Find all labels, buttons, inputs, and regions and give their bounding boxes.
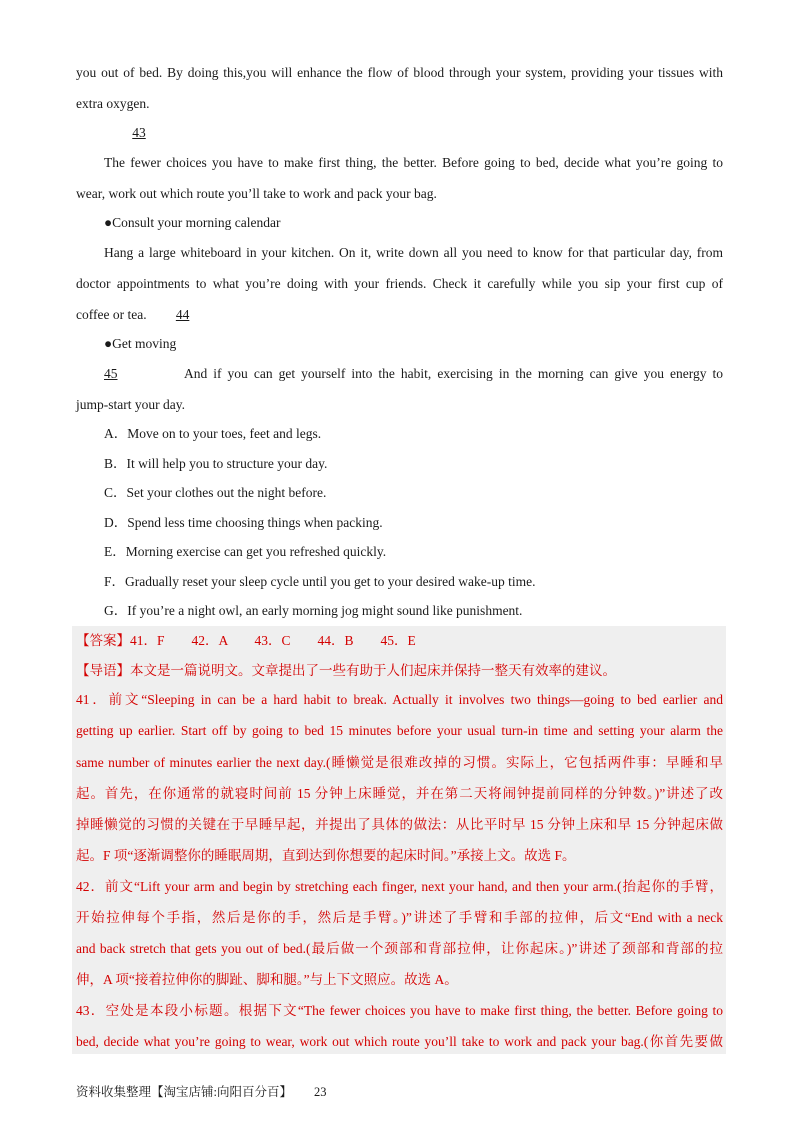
explanation-42-line: 伸，A 项“接着拉伸你的脚趾、脚和腿。”与上下文照应。故选 A。 <box>76 972 458 987</box>
explanation-43-line: 43．空处是本段小标题。根据下文“The fewer choices you have to make first thing, the better. Before going to <box>76 1003 723 1018</box>
guide-text: 【导语】本文是一篇说明文。文章提出了一些有助于人们起床并保持一整天有效率的建议。 <box>76 663 616 678</box>
option-d: D．Spend less time choosing things when packing. <box>104 515 383 530</box>
explanation-43-line: bed, decide what you’re going to wear, work out which route you’ll take to work and pack your bag.(你首先要做 <box>76 1034 723 1049</box>
explanation-41-line: getting up earlier. Start off by going to bed 15 minutes before your usual turn-in time and setting your alarm the <box>76 723 723 738</box>
passage-line-with-blank <box>104 365 723 383</box>
subheading-calendar: ●Consult your morning calendar <box>104 215 281 230</box>
explanation-42-line: and back stretch that gets you out of bed.(最后做一个颈部和背部拉伸，让你起床。)”讲述了颈部和背部的拉 <box>76 941 723 956</box>
blank-44: 44 <box>175 307 190 322</box>
passage-line: doctor appointments to what you’re doing with your friends. Check it carefully while you sip your first cup of <box>76 276 723 291</box>
option-a: A．Move on to your toes, feet and legs. <box>104 426 322 441</box>
option-c: C．Set your clothes out the night before. <box>104 485 327 500</box>
explanation-41-line: 起。F 项“逐渐调整你的睡眠周期，直到达到你想要的起床时间。”承接上文。故选 F。 <box>76 848 576 863</box>
blank-45: 45 <box>104 366 118 381</box>
subheading-moving: ●Get moving <box>104 336 177 351</box>
blank-number: 43 <box>132 125 146 140</box>
explanation-42-line: 42．前文“Lift your arm and begin by stretching each finger, next your hand, and then your arm.(抬起你的手臂， <box>76 879 723 894</box>
footer-source: 资料收集整理【淘宝店铺:向阳百分百】 <box>76 1085 292 1099</box>
option-e: E．Morning exercise can get you refreshed quickly. <box>104 544 387 559</box>
option-g: G．If you’re a night owl, an early morning jog might sound like punishment. <box>104 603 523 618</box>
explanation-41-line: 41．前文“Sleeping in can be a hard habit to break. Actually it involves two things—going to bed earlier and <box>76 692 723 707</box>
explanation-41-line: 掉睡懒觉的习惯的关键在于早睡早起，并提出了具体的做法：从比平时早 15 分钟上床和早 15 分钟起床做 <box>76 817 723 832</box>
option-b: B．It will help you to structure your day. <box>104 456 328 471</box>
passage-line-with-blank <box>76 306 219 324</box>
passage-line: extra oxygen. <box>76 96 150 111</box>
passage-text: And if you can get yourself into the habit, exercising in the morning can give you energy to <box>184 366 723 381</box>
passage-line: you out of bed. By doing this,you will enhance the flow of blood through your system, providing your tissues with <box>76 65 723 80</box>
explanation-41-line: same number of minutes earlier the next day.(睡懒觉是很难改掉的习惯。实际上，它包括两件事：早睡和早 <box>76 755 723 770</box>
passage-text: coffee or tea. <box>76 307 147 322</box>
passage-line: jump-start your day. <box>76 397 185 412</box>
passage-line: wear, work out which route you’ll take to work and pack your bag. <box>76 186 437 201</box>
option-f: F．Gradually reset your sleep cycle until you get to your desired wake-up time. <box>104 574 536 589</box>
page-footer <box>76 1084 326 1100</box>
explanation-42-line: 开始拉伸每个手指，然后是你的手，然后是手臂。)”讲述了手臂和手部的拉伸，后文“End with a neck <box>76 910 723 925</box>
passage-line: Hang a large whiteboard in your kitchen. On it, write down all you need to know for that particular day, from <box>104 245 723 260</box>
page-number: 23 <box>313 1085 327 1099</box>
passage-line: The fewer choices you have to make first thing, the better. Before going to bed, decide what you’re going to <box>104 155 723 170</box>
answer-key: 【答案】41．F 42．A 43．C 44．B 45．E <box>76 633 416 648</box>
blank-43 <box>104 124 174 142</box>
explanation-41-line: 起。首先，在你通常的就寝时间前 15 分钟上床睡觉，并在第二天将闹钟提前同样的分钟数。)”讲述了改 <box>76 786 723 801</box>
